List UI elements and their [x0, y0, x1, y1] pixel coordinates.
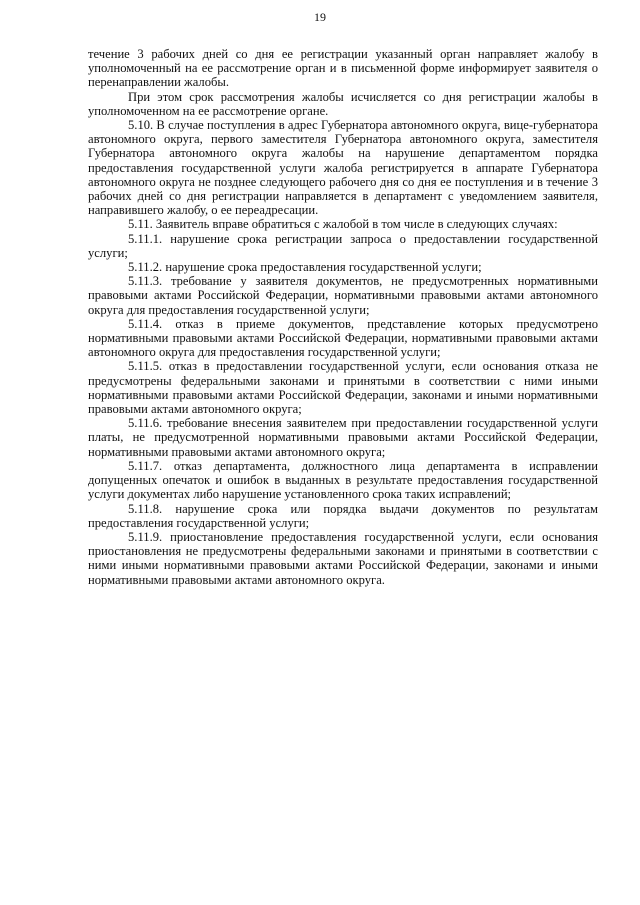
paragraph-5-11-9: 5.11.9. приостановление предоставления государственной услуги, если основания приостановления не предусмотрены федеральными законами и принятыми в соответствии с ними иными нормативными правовыми актами Российской Федерации, законами и иными нормативными правовыми актами автономного округа. [88, 529, 598, 587]
paragraph-5-11-6: 5.11.6. требование внесения заявителем при предоставлении государственной услуги платы, не предусмотренной нормативными правовыми актами Российской Федерации, нормативными правовыми актами автономного округа; [88, 416, 598, 459]
paragraph-term-calculation: При этом срок рассмотрения жалобы исчисляется со дня регистрации жалобы в уполномоченном на ее рассмотрение органе. [88, 89, 598, 118]
paragraph-5-10: 5.10. В случае поступления в адрес Губернатора автономного округа, вице-губернатора автономного округа, первого заместителя Губернатора автономного округа, заместителя Губернатора автономного округа жалобы на нарушение департаментом порядка предоставления государственной услуги жалоба регистрируется в аппарате Губернатора автономного округа не позднее следующего рабочего дня со дня ее поступления и в течение 3 рабочих дней со дня регистрации направляется в департамент с уведомлением заявителя, направившего жалобу, о ее переадресации. [88, 118, 598, 218]
paragraph-5-11-8: 5.11.8. нарушение срока или порядка выдачи документов по результатам предоставления государственной услуги; [88, 501, 598, 530]
paragraph-5-11-7: 5.11.7. отказ департамента, должностного лица департамента в исправлении допущенных опечаток и ошибок в выданных в результате предоставления государственной услуги документах либо нарушение установленного срока таких исправлений; [88, 458, 598, 502]
paragraph-continuation: течение 3 рабочих дней со дня ее регистрации указанный орган направляет жалобу в уполномоченный на ее рассмотрение орган и в письменной форме информирует заявителя о перенаправлении жалобы. [88, 47, 598, 90]
paragraph-5-11-4: 5.11.4. отказ в приеме документов, представление которых предусмотрено нормативными правовыми актами Российской Федерации, нормативными правовыми актами автономного округа для предоставления государственной услуги; [88, 316, 598, 360]
document-body [88, 47, 598, 587]
paragraph-5-11: 5.11. Заявитель вправе обратиться с жалобой в том числе в следующих случаях: [128, 217, 558, 232]
paragraph-5-11-2: 5.11.2. нарушение срока предоставления государственной услуги; [128, 260, 482, 275]
page-number: 19 [314, 10, 326, 24]
paragraph-5-11-5: 5.11.5. отказ в предоставлении государственной услуги, если основания отказа не предусмотрены федеральными законами и принятыми в соответствии с ними иными нормативными правовыми актами Российской Федерации, законами и иными нормативными правовыми актами автономного округа; [88, 359, 598, 417]
paragraph-5-11-3: 5.11.3. требование у заявителя документов, не предусмотренных нормативными правовыми актами Российской Федерации, нормативными правовыми актами автономного округа для предоставления государственной услуги; [88, 274, 598, 317]
paragraph-5-11-1: 5.11.1. нарушение срока регистрации запроса о предоставлении государственной услуги; [88, 231, 598, 260]
